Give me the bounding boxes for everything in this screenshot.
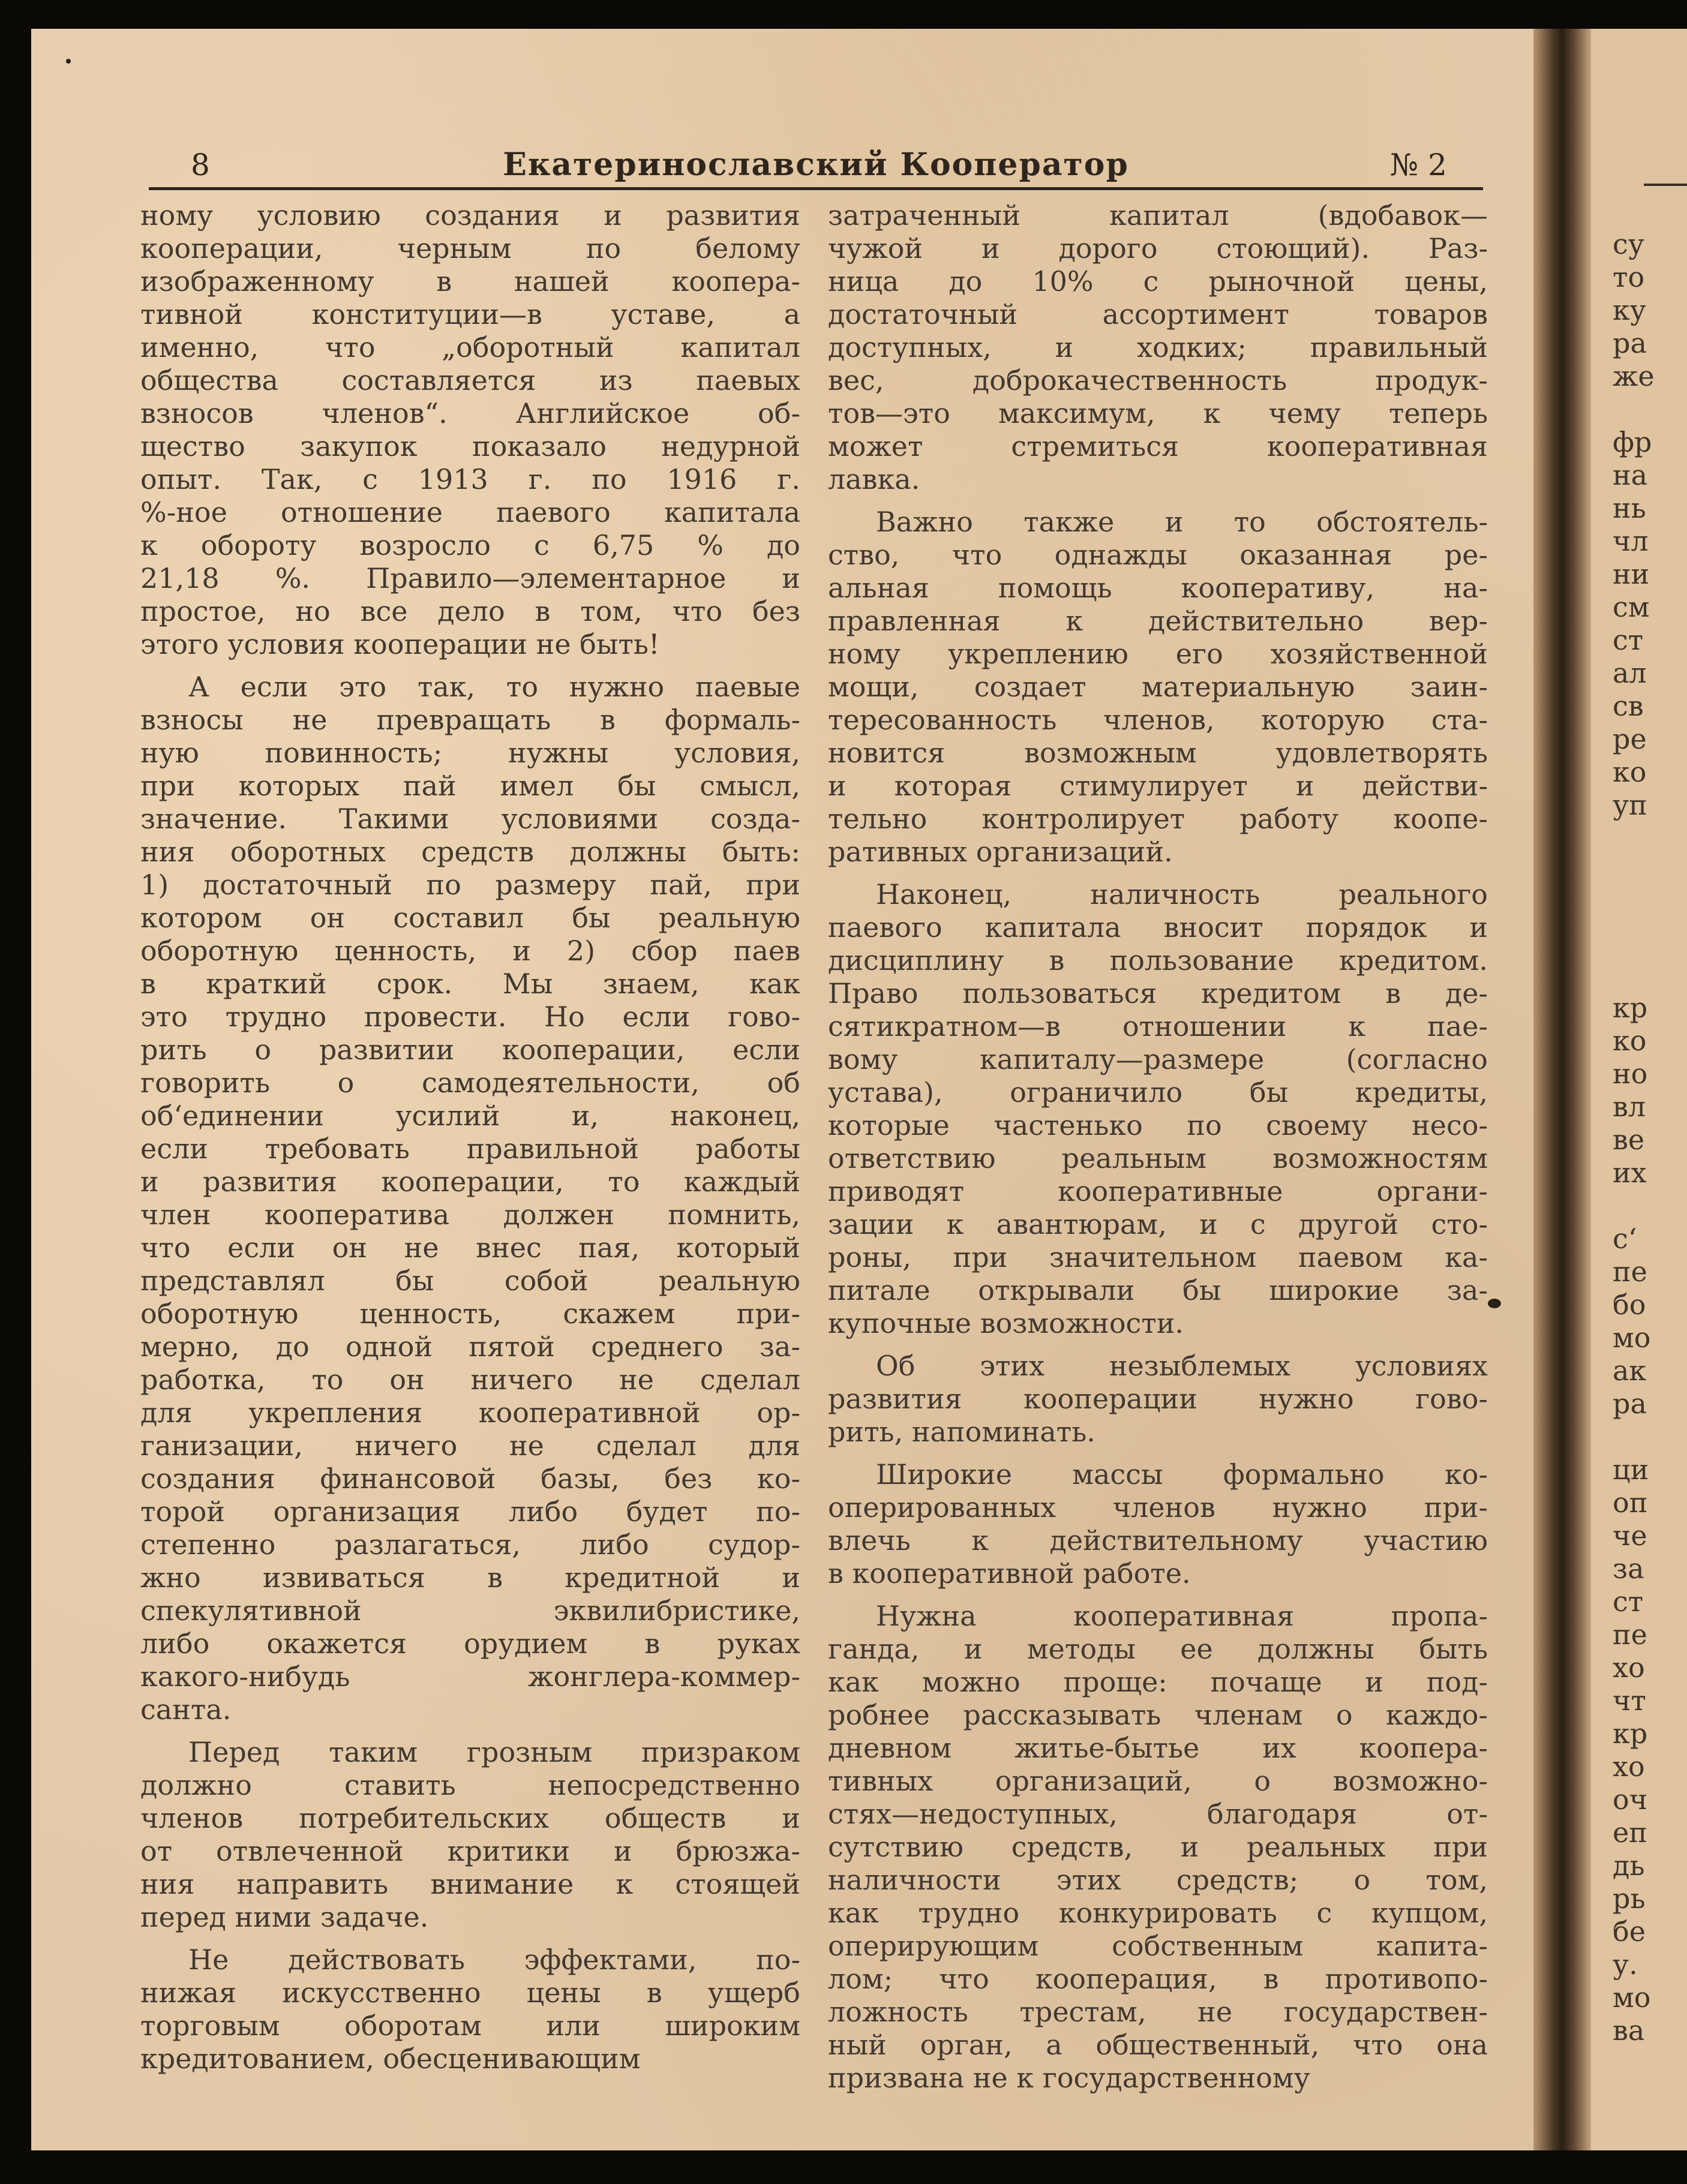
text-line: ному условию создания и развития: [140, 199, 800, 232]
facing-page-text-fragment: ку: [1613, 294, 1646, 326]
text-line: членов потребительских обществ и: [140, 1802, 800, 1834]
text-line: приводят кооперативные органи-: [828, 1175, 1488, 1207]
scan-border-left: [0, 0, 31, 2184]
text-line: Не действовать эффектами, по-: [188, 1943, 800, 1976]
paragraph-gap: [828, 1340, 1488, 1350]
facing-page-text-fragment: хо: [1613, 1750, 1645, 1783]
text-line: новится возможным удовлетворять: [828, 737, 1488, 769]
text-line: ному укреплению его хозяйственной: [828, 638, 1488, 670]
facing-page-text-fragment: мо: [1613, 1981, 1651, 2014]
facing-page-text-fragment: хо: [1613, 1651, 1645, 1684]
text-line: что если он не внес пая, который: [140, 1231, 800, 1264]
text-line: роны, при значительном паевом ка-: [828, 1241, 1488, 1273]
ink-speck: [66, 59, 71, 64]
text-line: ную повинность; нужны условия,: [140, 737, 800, 769]
text-line: оперированных членов нужно при-: [828, 1491, 1488, 1524]
text-line: это трудно провести. Но если гово-: [140, 1001, 800, 1033]
scan-border-bottom: [0, 2150, 1687, 2184]
text-line: либо окажется орудием в руках: [140, 1627, 800, 1660]
text-line: кооперации, черным по белому: [140, 232, 800, 265]
paragraph: [828, 1600, 1488, 2095]
text-line: представлял бы собой реальную: [140, 1264, 800, 1297]
text-line: тов—это максимум, к чему теперь: [828, 397, 1488, 429]
facing-page-text-fragment: см: [1613, 591, 1650, 623]
text-line: торой организация либо будет по-: [140, 1495, 800, 1528]
text-line: А если это так, то нужно паевые: [188, 671, 800, 703]
facing-page-text-fragment: ко: [1613, 756, 1647, 788]
text-line: может стремиться кооперативная: [828, 430, 1488, 462]
text-line: торговым оборотам или широким: [140, 2009, 800, 2042]
text-line: которые частенько по своему несо-: [828, 1109, 1488, 1141]
facing-page-text-fragment: бо: [1613, 1288, 1646, 1321]
text-line: Широкие массы формально ко-: [876, 1458, 1488, 1491]
text-line: сятикратном—в отношении к пае-: [828, 1010, 1488, 1043]
text-line: какого-нибудь жонглера-коммер-: [140, 1660, 800, 1693]
text-line: санта.: [140, 1693, 232, 1726]
facing-page-text-fragment: пе: [1613, 1618, 1647, 1651]
text-line: Нужна кооперативная пропа-: [876, 1600, 1488, 1632]
text-line: Важно также и то обстоятель-: [876, 506, 1488, 538]
facing-page-text-fragment: ре: [1613, 723, 1647, 755]
text-line: изображенному в нашей коопера-: [140, 265, 800, 298]
text-line: влечь к действительному участию: [828, 1524, 1488, 1557]
facing-page-text-fragment: вл: [1613, 1091, 1646, 1123]
text-line: дневном житье-бытье их коопера-: [828, 1732, 1488, 1764]
scan-border-top: [0, 0, 1687, 29]
text-line: кредитованием, обесценивающим: [140, 2042, 641, 2075]
text-line: устава), ограничило бы кредиты,: [828, 1076, 1488, 1108]
text-line: ния направить внимание к стоящей: [140, 1868, 800, 1900]
text-line: котором он составил бы реальную: [140, 902, 800, 934]
text-line: ство, что однажды оказанная ре-: [828, 539, 1488, 571]
facing-page-header-rule: [1644, 184, 1687, 186]
text-line: чужой и дорого стоющий). Раз-: [828, 232, 1488, 265]
text-line: нижая искусственно цены в ущерб: [140, 1976, 800, 2009]
facing-page-text-fragment: фр: [1613, 426, 1652, 458]
paragraph-gap: [140, 1726, 800, 1736]
text-line: Об этих незыблемых условиях: [876, 1350, 1488, 1382]
text-line: в краткий срок. Мы знаем, как: [140, 968, 800, 1000]
text-line: тересованность членов, которую ста-: [828, 704, 1488, 736]
text-line: взносов членов“. Английское об-: [140, 397, 800, 429]
facing-page-text-fragment: их: [1613, 1156, 1647, 1189]
paragraph-gap: [140, 1934, 800, 1943]
paragraph: [140, 671, 800, 1726]
paragraph-gap: [828, 1590, 1488, 1600]
text-line: ответствию реальным возможностям: [828, 1142, 1488, 1174]
text-line: общества составляется из паевых: [140, 364, 800, 396]
text-line: Право пользоваться кредитом в де-: [828, 977, 1488, 1010]
facing-page-text-fragment: нь: [1613, 492, 1646, 524]
page-number: 8: [191, 148, 210, 182]
text-line: и которая стимулирует и действи-: [828, 770, 1488, 802]
facing-page-text-fragment: ци: [1613, 1453, 1649, 1486]
facing-page-text-fragment: ак: [1613, 1354, 1647, 1387]
text-line: призвана не к государственному: [828, 2062, 1310, 2094]
text-line: член кооператива должен помнить,: [140, 1198, 800, 1231]
running-header: [149, 144, 1483, 186]
text-line: если требовать правильной работы: [140, 1132, 800, 1165]
facing-page-fragment: [1591, 29, 1687, 2150]
text-line: лом; что кооперация, в противопо-: [828, 1963, 1488, 1995]
text-line: как трудно конкурировать с купцом,: [828, 1897, 1488, 1929]
text-line: альная помощь кооперативу, на-: [828, 572, 1488, 604]
text-line: ложность трестам, не государствен-: [828, 1996, 1488, 2028]
facing-page-text-fragment: ст: [1613, 1585, 1644, 1618]
text-line: об‘единении усилий и, наконец,: [140, 1099, 800, 1132]
text-line: сутствию средств, и реальных при: [828, 1831, 1488, 1863]
facing-page-text-fragment: чт: [1613, 1684, 1646, 1717]
text-line: доступных, и ходких; правильный: [828, 331, 1488, 364]
text-line: перед ними задаче.: [140, 1901, 429, 1933]
text-line: ный орган, а общественный, что она: [828, 2029, 1488, 2061]
text-line: стях—недоступных, благодаря от-: [828, 1798, 1488, 1830]
facing-page-text-fragment: ст: [1613, 624, 1644, 656]
paragraph: [828, 1350, 1488, 1449]
paragraph-gap: [828, 869, 1488, 878]
text-line: тивной конституции—в уставе, а: [140, 298, 800, 331]
text-line: степенно разлагаться, либо судор-: [140, 1528, 800, 1561]
text-line: должно ставить непосредственно: [140, 1769, 800, 1801]
text-line: оперирующим собственным капита-: [828, 1930, 1488, 1962]
text-line: от отвлеченной критики и брюзжа-: [140, 1835, 800, 1867]
text-line: ница до 10% с рыночной цены,: [828, 265, 1488, 298]
facing-page-text-fragment: на: [1613, 459, 1648, 491]
facing-page-text-fragment: ко: [1613, 1025, 1647, 1057]
text-line: и развития кооперации, то каждый: [140, 1165, 800, 1198]
paragraph: [140, 199, 800, 661]
text-line: щество закупок показало недурной: [140, 430, 800, 462]
paragraph: [828, 1458, 1488, 1590]
text-line: спекулятивной эквилибристике,: [140, 1594, 800, 1627]
ink-speck: [1488, 1299, 1501, 1308]
journal-title: Екатеринославский Кооператор: [503, 146, 1129, 183]
text-line: достаточный ассортимент товаров: [828, 298, 1488, 331]
text-line: оборотную ценность, и 2) сбор паев: [140, 935, 800, 967]
text-line: тельно контролирует работу коопе-: [828, 803, 1488, 835]
text-line: зации к авантюрам, и с другой сто-: [828, 1208, 1488, 1240]
text-line: к обороту возросло с 6,75 % до: [140, 529, 800, 561]
text-line: для укрепления кооперативной ор-: [140, 1396, 800, 1429]
book-gutter: [1533, 29, 1591, 2150]
facing-page-text-fragment: ве: [1613, 1123, 1645, 1156]
text-line: лавка.: [828, 463, 920, 495]
text-line: простое, но все дело в том, что без: [140, 595, 800, 627]
text-line: именно, что „оборотный капитал: [140, 331, 800, 364]
issue-number: № 2: [1389, 148, 1447, 182]
paragraph: [140, 1736, 800, 1934]
text-line: затраченный капитал (вдобавок—: [828, 199, 1488, 232]
text-line: 1) достаточный по размеру пай, при: [140, 869, 800, 901]
text-line: значение. Такими условиями созда-: [140, 803, 800, 835]
text-line: робнее рассказывать членам о каждо-: [828, 1699, 1488, 1731]
paragraph: [828, 506, 1488, 869]
facing-page-text-fragment: за: [1613, 1552, 1644, 1585]
text-line: ганизации, ничего не сделал для: [140, 1429, 800, 1462]
text-line: рить, напоминать.: [828, 1416, 1095, 1448]
facing-page-text-fragment: еп: [1613, 1816, 1647, 1849]
facing-page-text-fragment: чл: [1613, 525, 1649, 557]
facing-page-text-fragment: уп: [1613, 789, 1647, 821]
text-line: тивных организаций, о возможно-: [828, 1765, 1488, 1797]
text-line: этого условия кооперации не быть!: [140, 628, 660, 660]
facing-page-text-fragment: ра: [1613, 1387, 1647, 1420]
text-line: наличности этих средств; о том,: [828, 1864, 1488, 1896]
text-line: вому капиталу—размере (согласно: [828, 1043, 1488, 1076]
facing-page-text-fragment: оп: [1613, 1486, 1648, 1519]
text-line: в кооперативной работе.: [828, 1557, 1191, 1590]
text-line: Перед таким грозным призраком: [188, 1736, 800, 1768]
text-line: мощи, создает материальную заин-: [828, 671, 1488, 703]
facing-page-text-fragment: че: [1613, 1519, 1647, 1552]
paragraph-gap: [828, 496, 1488, 506]
paragraph-gap: [140, 661, 800, 671]
facing-page-text-fragment: с‘: [1613, 1222, 1637, 1255]
text-line: питале открывали бы широкие за-: [828, 1274, 1488, 1306]
text-line: рить о развитии кооперации, если: [140, 1034, 800, 1066]
text-line: паевого капитала вносит порядок и: [828, 911, 1488, 944]
facing-page-text-fragment: ва: [1613, 2014, 1645, 2047]
text-line: опыт. Так, с 1913 г. по 1916 г.: [140, 463, 800, 495]
facing-page-text-fragment: то: [1613, 261, 1645, 293]
text-line: ганда, и методы ее должны быть: [828, 1633, 1488, 1665]
header-rule: [149, 187, 1483, 190]
text-line: мерно, до одной пятой среднего за-: [140, 1330, 800, 1363]
text-line: правленная к действительно вер-: [828, 605, 1488, 637]
text-line: взносы не превращать в формаль-: [140, 704, 800, 736]
text-line: дисциплину в пользование кредитом.: [828, 944, 1488, 977]
text-line: %-ное отношение паевого капитала: [140, 496, 800, 528]
text-column-right: [828, 199, 1488, 2095]
text-column-left: [140, 199, 800, 2075]
facing-page-text-fragment: мо: [1613, 1321, 1651, 1354]
facing-page-text-fragment: бе: [1613, 1915, 1646, 1948]
facing-page-text-fragment: ра: [1613, 327, 1647, 359]
paragraph: [140, 1943, 800, 2075]
text-line: при которых пай имел бы смысл,: [140, 770, 800, 802]
text-line: ративных организаций.: [828, 836, 1173, 868]
facing-page-text-fragment: же: [1613, 360, 1655, 392]
facing-page-text-fragment: но: [1613, 1058, 1648, 1090]
text-line: говорить о самодеятельности, об: [140, 1067, 800, 1099]
text-line: создания финансовой базы, без ко-: [140, 1462, 800, 1495]
text-line: вес, доброкачественность продук-: [828, 364, 1488, 396]
facing-page-text-fragment: су: [1613, 228, 1644, 260]
facing-page-text-fragment: рь: [1613, 1882, 1646, 1915]
paragraph: [828, 199, 1488, 496]
facing-page-text-fragment: св: [1613, 690, 1644, 722]
facing-page-text-fragment: дь: [1613, 1849, 1645, 1882]
text-line: как можно проще: почаще и под-: [828, 1666, 1488, 1698]
facing-page-text-fragment: у.: [1613, 1948, 1638, 1981]
text-line: ния оборотных средств должны быть:: [140, 836, 800, 868]
facing-page-text-fragment: пе: [1613, 1255, 1647, 1288]
facing-page-text-fragment: ал: [1613, 657, 1647, 689]
text-line: развития кооперации нужно гово-: [828, 1383, 1488, 1415]
facing-page-text-fragment: кр: [1613, 992, 1648, 1024]
text-line: Наконец, наличность реального: [876, 878, 1488, 911]
text-line: 21,18 %. Правило—элементарное и: [140, 562, 800, 594]
text-line: работка, то он ничего не сделал: [140, 1363, 800, 1396]
text-line: жно извиваться в кредитной и: [140, 1561, 800, 1594]
facing-page-text-fragment: ни: [1613, 558, 1650, 590]
facing-page-text-fragment: оч: [1613, 1783, 1648, 1816]
paragraph-gap: [828, 1449, 1488, 1458]
text-line: купочные возможности.: [828, 1307, 1184, 1339]
text-line: оборотную ценность, скажем при-: [140, 1297, 800, 1330]
facing-page-text-fragment: кр: [1613, 1717, 1648, 1750]
paragraph: [828, 878, 1488, 1340]
